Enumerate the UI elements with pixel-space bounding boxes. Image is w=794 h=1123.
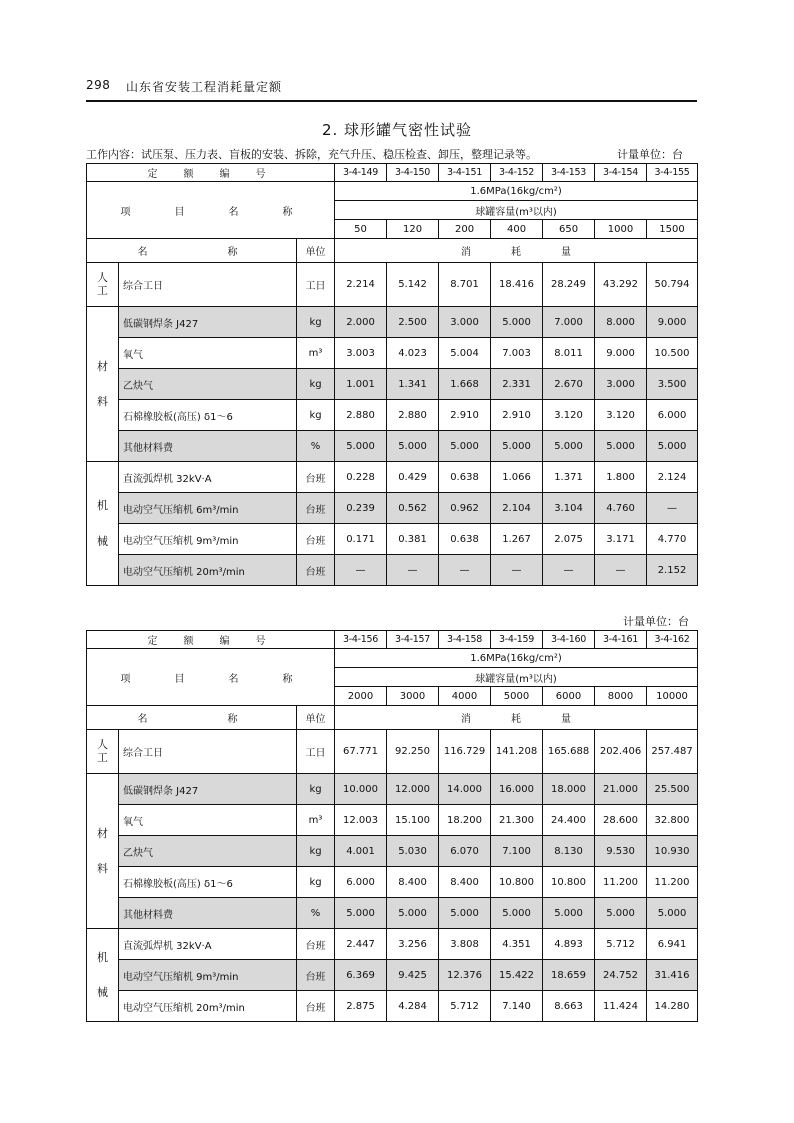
consumption-value: 9.425	[387, 960, 439, 991]
consumption-value: 3.256	[387, 929, 439, 960]
consumption-value: 31.416	[647, 960, 698, 991]
quota-code: 3-4-151	[439, 164, 491, 182]
consumption-value: 1.066	[491, 462, 543, 493]
consumption-value: 10.930	[647, 836, 698, 867]
consumption-value: —	[439, 555, 491, 586]
consumption-value: 5.142	[387, 263, 439, 307]
quota-code: 3-4-160	[543, 631, 595, 649]
consumption-value: 2.124	[647, 462, 698, 493]
resource-unit: %	[297, 898, 335, 929]
consumption-value: 3.120	[543, 400, 595, 431]
consumption-value: 2.880	[335, 400, 387, 431]
consumption-label: 消 耗 量	[335, 706, 698, 730]
consumption-value: 10.800	[543, 867, 595, 898]
consumption-value: 24.752	[595, 960, 647, 991]
consumption-value: —	[491, 555, 543, 586]
consumption-value: 16.000	[491, 774, 543, 805]
consumption-value: 6.369	[335, 960, 387, 991]
consumption-value: —	[595, 555, 647, 586]
resource-name: 氧气	[119, 338, 297, 369]
consumption-value: 4.893	[543, 929, 595, 960]
consumption-value: 4.760	[595, 493, 647, 524]
consumption-value: 5.000	[491, 431, 543, 462]
consumption-value: 7.140	[491, 991, 543, 1022]
consumption-value: 0.381	[387, 524, 439, 555]
capacity-value: 200	[439, 220, 491, 239]
resource-name: 乙炔气	[119, 369, 297, 400]
capacity-value: 50	[335, 220, 387, 239]
consumption-value: 202.406	[595, 730, 647, 774]
resource-name: 电动空气压缩机 9m³/min	[119, 524, 297, 555]
consumption-value: 2.104	[491, 493, 543, 524]
consumption-value: 12.000	[387, 774, 439, 805]
consumption-value: 0.562	[387, 493, 439, 524]
capacity-value: 8000	[595, 687, 647, 706]
consumption-value: 1.267	[491, 524, 543, 555]
category-label: 材料	[97, 359, 108, 408]
consumption-value: 18.416	[491, 263, 543, 307]
consumption-value: 15.422	[491, 960, 543, 991]
category-label: 机械	[97, 950, 108, 999]
page-header	[86, 72, 697, 102]
quota-no-label: 定 额 编 号	[87, 164, 335, 182]
resource-unit: kg	[297, 867, 335, 898]
consumption-value: 5.000	[543, 431, 595, 462]
work-content: 工作内容：试压泵、压力表、盲板的安装、拆除，充气升压、稳压检查、卸压，整理记录等。	[86, 148, 537, 161]
resource-unit: 台班	[297, 493, 335, 524]
category-materials	[87, 774, 119, 929]
consumption-value: 25.500	[647, 774, 698, 805]
consumption-value: 0.638	[439, 524, 491, 555]
consumption-value: 12.376	[439, 960, 491, 991]
table-row	[87, 805, 698, 836]
consumption-value: 257.487	[647, 730, 698, 774]
table-row	[87, 369, 698, 400]
category-label: 人工	[97, 738, 108, 764]
table-row	[87, 239, 698, 263]
capacity-value: 2000	[335, 687, 387, 706]
resource-name: 石棉橡胶板(高压) δ1～6	[119, 400, 297, 431]
resource-name: 直流弧焊机 32kV·A	[119, 929, 297, 960]
consumption-value: 2.875	[335, 991, 387, 1022]
resource-name: 其他材料费	[119, 431, 297, 462]
consumption-value: 24.400	[543, 805, 595, 836]
pressure-label: 1.6MPa(16kg/cm²)	[335, 649, 698, 668]
consumption-value: 10.000	[335, 774, 387, 805]
quota-code: 3-4-152	[491, 164, 543, 182]
consumption-value: 0.171	[335, 524, 387, 555]
consumption-value: 4.023	[387, 338, 439, 369]
consumption-value: 5.000	[491, 898, 543, 929]
consumption-value: 11.424	[595, 991, 647, 1022]
capacity-label: 球罐容量(m³以内)	[335, 668, 698, 687]
consumption-value: 3.003	[335, 338, 387, 369]
consumption-value: 2.331	[491, 369, 543, 400]
name-label: 名 称	[87, 706, 297, 730]
table-row	[87, 631, 698, 649]
consumption-value: 3.500	[647, 369, 698, 400]
capacity-value: 650	[543, 220, 595, 239]
consumption-value: 32.800	[647, 805, 698, 836]
consumption-value: 11.200	[647, 867, 698, 898]
consumption-value: 28.600	[595, 805, 647, 836]
name-label: 名 称	[87, 239, 297, 263]
resource-name: 电动空气压缩机 6m³/min	[119, 493, 297, 524]
consumption-value: 1.001	[335, 369, 387, 400]
quota-no-label: 定 额 编 号	[87, 631, 335, 649]
consumption-value: 3.000	[439, 307, 491, 338]
consumption-value: 14.000	[439, 774, 491, 805]
consumption-value: 5.030	[387, 836, 439, 867]
resource-unit: 台班	[297, 960, 335, 991]
consumption-value: 8.701	[439, 263, 491, 307]
section-title: 2. 球形罐气密性试验	[321, 121, 473, 139]
capacity-value: 6000	[543, 687, 595, 706]
consumption-value: 9.000	[647, 307, 698, 338]
consumption-value: 3.104	[543, 493, 595, 524]
consumption-value: 5.000	[543, 898, 595, 929]
consumption-value: 5.004	[439, 338, 491, 369]
consumption-value: 2.000	[335, 307, 387, 338]
consumption-value: 8.400	[439, 867, 491, 898]
consumption-value: 1.800	[595, 462, 647, 493]
resource-unit: 工日	[297, 263, 335, 307]
consumption-value: 5.000	[595, 898, 647, 929]
table-row	[87, 929, 698, 960]
consumption-value: 9.000	[595, 338, 647, 369]
quota-code: 3-4-150	[387, 164, 439, 182]
resource-unit: kg	[297, 307, 335, 338]
resource-name: 氧气	[119, 805, 297, 836]
consumption-value: 4.770	[647, 524, 698, 555]
consumption-value: 8.400	[387, 867, 439, 898]
consumption-value: 0.638	[439, 462, 491, 493]
category-machines	[87, 462, 119, 586]
consumption-value: 3.171	[595, 524, 647, 555]
consumption-value: 5.000	[335, 431, 387, 462]
category-label: 机械	[97, 499, 108, 548]
resource-unit: m³	[297, 338, 335, 369]
consumption-value: 4.351	[491, 929, 543, 960]
work-content-line	[86, 146, 697, 162]
consumption-value: 28.249	[543, 263, 595, 307]
table-row	[87, 400, 698, 431]
quota-code: 3-4-157	[387, 631, 439, 649]
consumption-value: 2.500	[387, 307, 439, 338]
quota-table-1	[86, 163, 698, 586]
resource-name: 低碳钢焊条 J427	[119, 774, 297, 805]
resource-unit: kg	[297, 400, 335, 431]
consumption-value: 5.000	[387, 431, 439, 462]
consumption-value: 5.000	[647, 898, 698, 929]
table-row	[87, 836, 698, 867]
consumption-value: 92.250	[387, 730, 439, 774]
unit-label: 单位	[297, 706, 335, 730]
item-name-label: 项 目 名 称	[87, 182, 335, 239]
category-machines	[87, 929, 119, 1022]
capacity-label: 球罐容量(m³以内)	[335, 201, 698, 220]
consumption-value: 21.300	[491, 805, 543, 836]
resource-name: 电动空气压缩机 20m³/min	[119, 991, 297, 1022]
quota-code: 3-4-158	[439, 631, 491, 649]
consumption-value: 2.910	[439, 400, 491, 431]
pressure-label: 1.6MPa(16kg/cm²)	[335, 182, 698, 201]
consumption-label: 消 耗 量	[335, 239, 698, 263]
table-row	[87, 307, 698, 338]
consumption-value: 0.239	[335, 493, 387, 524]
consumption-value: 18.000	[543, 774, 595, 805]
quota-table-2	[86, 630, 698, 1022]
capacity-value: 1500	[647, 220, 698, 239]
resource-unit: 工日	[297, 730, 335, 774]
table-row	[87, 431, 698, 462]
consumption-value: 0.962	[439, 493, 491, 524]
resource-unit: 台班	[297, 929, 335, 960]
table-row	[87, 182, 698, 201]
consumption-value: 2.670	[543, 369, 595, 400]
consumption-value: 5.000	[595, 431, 647, 462]
consumption-value: 11.200	[595, 867, 647, 898]
consumption-value: 0.429	[387, 462, 439, 493]
table-row	[87, 730, 698, 774]
resource-name: 综合工日	[119, 730, 297, 774]
resource-name: 电动空气压缩机 9m³/min	[119, 960, 297, 991]
capacity-value: 3000	[387, 687, 439, 706]
category-materials	[87, 307, 119, 462]
consumption-value: 7.100	[491, 836, 543, 867]
resource-name: 综合工日	[119, 263, 297, 307]
table-row	[87, 493, 698, 524]
quota-code: 3-4-154	[595, 164, 647, 182]
consumption-value: 10.500	[647, 338, 698, 369]
resource-unit: kg	[297, 369, 335, 400]
category-label: 材料	[97, 826, 108, 875]
table-row	[87, 649, 698, 668]
consumption-value: 5.712	[439, 991, 491, 1022]
resource-unit: 台班	[297, 991, 335, 1022]
category-labor	[87, 730, 119, 774]
consumption-value: 12.003	[335, 805, 387, 836]
consumption-value: 9.530	[595, 836, 647, 867]
resource-name: 乙炔气	[119, 836, 297, 867]
consumption-value: 165.688	[543, 730, 595, 774]
capacity-value: 1000	[595, 220, 647, 239]
table-row	[87, 524, 698, 555]
consumption-value: 0.228	[335, 462, 387, 493]
consumption-value: 14.280	[647, 991, 698, 1022]
capacity-value: 4000	[439, 687, 491, 706]
quota-code: 3-4-153	[543, 164, 595, 182]
table-row	[87, 867, 698, 898]
table-row	[87, 706, 698, 730]
consumption-value: 7.003	[491, 338, 543, 369]
consumption-value: 21.000	[595, 774, 647, 805]
consumption-value: 5.000	[387, 898, 439, 929]
resource-name: 其他材料费	[119, 898, 297, 929]
consumption-value: 2.880	[387, 400, 439, 431]
consumption-value: 6.000	[647, 400, 698, 431]
consumption-value: 6.070	[439, 836, 491, 867]
consumption-value: 3.808	[439, 929, 491, 960]
resource-unit: m³	[297, 805, 335, 836]
consumption-value: 15.100	[387, 805, 439, 836]
consumption-value: —	[647, 493, 698, 524]
consumption-value: 43.292	[595, 263, 647, 307]
table-row	[87, 164, 698, 182]
consumption-value: 8.130	[543, 836, 595, 867]
resource-unit: 台班	[297, 524, 335, 555]
item-name-label: 项 目 名 称	[87, 649, 335, 706]
page-number: 298	[86, 78, 111, 92]
resource-name: 直流弧焊机 32kV·A	[119, 462, 297, 493]
quota-code: 3-4-149	[335, 164, 387, 182]
consumption-value: 6.000	[335, 867, 387, 898]
table-row	[87, 338, 698, 369]
consumption-value: 5.000	[647, 431, 698, 462]
consumption-value: 6.941	[647, 929, 698, 960]
consumption-value: 8.663	[543, 991, 595, 1022]
consumption-value: 2.447	[335, 929, 387, 960]
table-row	[87, 774, 698, 805]
quota-code: 3-4-162	[647, 631, 698, 649]
resource-name: 石棉橡胶板(高压) δ1～6	[119, 867, 297, 898]
category-labor	[87, 263, 119, 307]
consumption-value: 5.712	[595, 929, 647, 960]
consumption-value: 116.729	[439, 730, 491, 774]
consumption-value: 8.011	[543, 338, 595, 369]
capacity-value: 5000	[491, 687, 543, 706]
resource-name: 低碳钢焊条 J427	[119, 307, 297, 338]
consumption-value: 50.794	[647, 263, 698, 307]
table-row	[87, 555, 698, 586]
unit-note: 计量单位：台	[617, 148, 683, 161]
table-row	[87, 898, 698, 929]
consumption-value: 1.341	[387, 369, 439, 400]
capacity-value: 10000	[647, 687, 698, 706]
resource-unit: kg	[297, 774, 335, 805]
book-title: 山东省安装工程消耗量定额	[126, 80, 283, 94]
consumption-value: 4.284	[387, 991, 439, 1022]
quota-code: 3-4-159	[491, 631, 543, 649]
table-row	[87, 991, 698, 1022]
consumption-value: 3.120	[595, 400, 647, 431]
consumption-value: 18.659	[543, 960, 595, 991]
resource-name: 电动空气压缩机 20m³/min	[119, 555, 297, 586]
consumption-value: 5.000	[439, 431, 491, 462]
consumption-value: 1.371	[543, 462, 595, 493]
consumption-value: 10.800	[491, 867, 543, 898]
consumption-value: 5.000	[491, 307, 543, 338]
consumption-value: 1.668	[439, 369, 491, 400]
category-label: 人工	[97, 271, 108, 297]
consumption-value: 8.000	[595, 307, 647, 338]
consumption-value: 18.200	[439, 805, 491, 836]
consumption-value: 2.075	[543, 524, 595, 555]
consumption-value: 2.910	[491, 400, 543, 431]
quota-code: 3-4-155	[647, 164, 698, 182]
table-row	[87, 960, 698, 991]
consumption-value: 5.000	[335, 898, 387, 929]
consumption-value: 3.000	[595, 369, 647, 400]
consumption-value: —	[543, 555, 595, 586]
unit-note-2: 计量单位：台	[623, 615, 689, 628]
table-row	[87, 462, 698, 493]
resource-unit: kg	[297, 836, 335, 867]
quota-code: 3-4-156	[335, 631, 387, 649]
unit-label: 单位	[297, 239, 335, 263]
consumption-value: 67.771	[335, 730, 387, 774]
capacity-value: 400	[491, 220, 543, 239]
consumption-value: —	[335, 555, 387, 586]
capacity-value: 120	[387, 220, 439, 239]
consumption-value: 141.208	[491, 730, 543, 774]
quota-code: 3-4-161	[595, 631, 647, 649]
consumption-value: —	[387, 555, 439, 586]
consumption-value: 4.001	[335, 836, 387, 867]
table-row	[87, 263, 698, 307]
resource-unit: 台班	[297, 462, 335, 493]
resource-unit: %	[297, 431, 335, 462]
resource-unit: 台班	[297, 555, 335, 586]
consumption-value: 2.214	[335, 263, 387, 307]
consumption-value: 7.000	[543, 307, 595, 338]
consumption-value: 5.000	[439, 898, 491, 929]
consumption-value: 2.152	[647, 555, 698, 586]
